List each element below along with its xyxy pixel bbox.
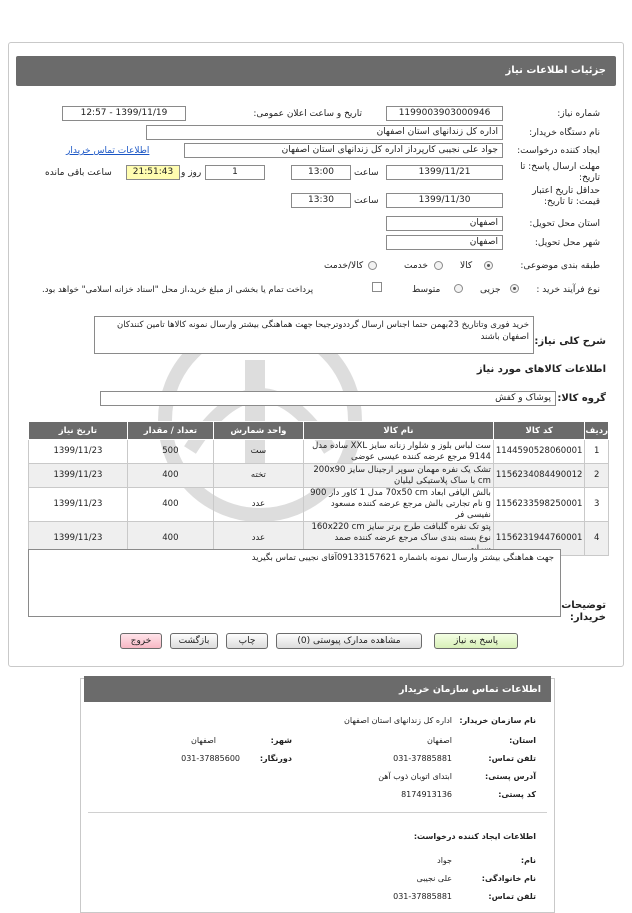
creator-family-value: علی نجیبی (416, 874, 452, 883)
print-button[interactable]: چاپ (226, 633, 268, 649)
cell-unit: ست (213, 440, 303, 464)
cell-qty: 500 (127, 440, 213, 464)
col-qty: تعداد / مقدار (127, 422, 213, 440)
goods-table (28, 421, 609, 556)
price-valid-time-field[interactable]: 13:30 (291, 193, 351, 208)
cell-code: 1156233598250001 (493, 488, 585, 522)
col-name: نام کالا (303, 422, 493, 440)
category-radio-service[interactable] (434, 261, 443, 270)
goods-group-label: گروه کالا: (557, 393, 606, 404)
contact-address-label: آدرس پستی: (485, 772, 536, 781)
summary-label: شرح کلی نیاز: (534, 336, 606, 347)
cell-unit: عدد (213, 522, 303, 556)
need-number-field[interactable]: 1199003903000946 (386, 106, 503, 121)
cell-qty: 400 (127, 464, 213, 488)
category-radio-both[interactable] (368, 261, 377, 270)
price-valid-date-field[interactable]: 1399/11/30 (386, 193, 503, 208)
days-label: روز و (181, 168, 202, 178)
remaining-time-field: 21:51:43 (126, 165, 180, 180)
cell-name: پتو تک نفره گلبافت طرح برتر سایز 160x220 cm نوع بسته بندی ساک مرجع عرضه کننده صمد (303, 522, 493, 556)
cell-date: 1399/11/23 (29, 464, 128, 488)
buyer-contact-link[interactable]: اطلاعات تماس خریدار (66, 146, 150, 156)
creator-section-title: اطلاعات ایجاد کننده درخواست: (413, 832, 536, 841)
col-code: کد کالا (493, 422, 585, 440)
contact-postal-label: کد پستی: (498, 790, 536, 799)
cell-unit: تخته (213, 464, 303, 488)
goods-group-field[interactable]: پوشاک و کفش (100, 391, 556, 406)
buyer-notes-label: توضیحات خریدار: (561, 600, 606, 623)
category-radio-goods[interactable] (484, 261, 493, 270)
col-unit: واحد شمارش (213, 422, 303, 440)
contact-org-label: نام سازمان خریدار: (459, 716, 536, 725)
remaining-label: ساعت باقی مانده (45, 168, 112, 178)
days-field[interactable]: 1 (205, 165, 265, 180)
attachments-button[interactable]: مشاهده مدارک پیوستی (0) (276, 633, 422, 649)
contact-phone-label: تلفن تماس: (488, 754, 536, 763)
purchase-radio-minor[interactable] (510, 284, 519, 293)
announce-label: تاریخ و ساعت اعلان عمومی: (253, 109, 362, 119)
price-valid-label: حداقل تاریخ اعتبار قیمت: تا تاریخ: (532, 186, 600, 207)
goods-table-header (29, 422, 609, 440)
category-service-label: خدمت (404, 261, 428, 271)
cell-qty: 400 (127, 488, 213, 522)
buyer-org-field[interactable]: اداره کل زندانهای استان اصفهان (146, 125, 503, 140)
page-header: جزئیات اطلاعات نیاز (16, 56, 616, 86)
contact-postal-value: 8174913136 (401, 790, 452, 799)
cell-index: 3 (585, 488, 609, 522)
deadline-date-field[interactable]: 1399/11/21 (386, 165, 503, 180)
province-label: استان محل تحویل: (529, 219, 600, 229)
goods-section-title: اطلاعات کالاهای مورد نیاز (476, 364, 606, 375)
cell-index: 2 (585, 464, 609, 488)
purchase-minor-label: جزیی (480, 285, 501, 295)
price-valid-time-label: ساعت (354, 196, 379, 206)
contact-province-value: اصفهان (426, 736, 452, 745)
creator-phone-value: 031-37885881 (393, 892, 452, 901)
creator-phone-label: تلفن تماس: (488, 892, 536, 901)
buyer-org-label: نام دستگاه خریدار: (529, 128, 600, 138)
payment-note: پرداخت تمام یا بخشی از مبلغ خرید،از محل "اسناد خزانه اسلامی" خواهد بود. (42, 285, 314, 295)
exit-button[interactable]: خروج (120, 633, 162, 649)
back-button[interactable]: بازگشت (170, 633, 218, 649)
cell-index: 4 (585, 522, 609, 556)
contact-province-label: استان: (509, 736, 536, 745)
deadline-time-label: ساعت (354, 168, 379, 178)
cell-name: بالش الیافی ابعاد 70x50 cm مدل 1 کاور دار 900 g نام تجارتی بالش مرجع عرضه کننده مسعود نفیسی فر (303, 488, 493, 522)
table-row[interactable] (29, 464, 609, 488)
creator-field[interactable]: جواد علی نجیبی کارپرداز اداره کل زندانهای استان اصفهان (184, 143, 503, 158)
cell-qty: 400 (127, 522, 213, 556)
cell-date: 1399/11/23 (29, 522, 128, 556)
category-both-label: کالا/خدمت (324, 261, 364, 271)
contact-city-value: اصفهان (190, 736, 216, 745)
cell-code: 1156234084490012 (493, 464, 585, 488)
summary-textarea[interactable]: خرید فوری وتاتاریخ 23بهمن حتما اجناس ارسال گرددوترجیحا جهت هماهنگی بیشتر وارسال نمونه کالاها تامین کنندکان اصفهان باشند (94, 316, 534, 354)
cell-date: 1399/11/23 (29, 488, 128, 522)
city-label: شهر محل تحویل: (534, 238, 600, 248)
col-index: ردیف (585, 422, 609, 440)
treasury-checkbox[interactable] (372, 282, 382, 292)
buyer-notes-box[interactable]: جهت هماهنگی بیشتر وارسال نمونه باشماره 09133157621آقای نجیبی تماس بگیرید (28, 549, 561, 617)
creator-label: ایجاد کننده درخواست: (517, 146, 600, 156)
table-row[interactable] (29, 488, 609, 522)
contact-phone-value: 031-37885881 (393, 754, 452, 763)
contact-org-value: اداره کل زندانهای استان اصفهان (344, 716, 452, 725)
cell-code: 1144590528060001 (493, 440, 585, 464)
cell-index: 1 (585, 440, 609, 464)
contact-city-label: شهر: (270, 736, 292, 745)
contact-address-value: ابتدای اتوبان ذوب آهن (378, 772, 452, 781)
cell-unit: عدد (213, 488, 303, 522)
deadline-label: مهلت ارسال پاسخ: تا تاریخ: (520, 162, 600, 183)
purchase-type-label: نوع فرآیند خرید : (536, 285, 600, 295)
contact-divider (88, 812, 547, 813)
table-row[interactable] (29, 440, 609, 464)
reply-button[interactable]: پاسخ به نیاز (434, 633, 518, 649)
creator-family-label: نام خانوادگی: (481, 874, 536, 883)
contact-fax-value: 031-37885600 (181, 754, 240, 763)
col-date: تاریخ نیاز (29, 422, 128, 440)
cell-code: 1156231944760001 (493, 522, 585, 556)
announce-field[interactable]: 1399/11/19 - 12:57 (62, 106, 186, 121)
cell-name: تشک یک نفره مهمان سوپر ارجینال سایز 200x90 cm با ساک پلاستیکی لیلیان (303, 464, 493, 488)
category-label: طبقه بندی موضوعی: (520, 261, 600, 271)
cell-date: 1399/11/23 (29, 440, 128, 464)
contact-fax-label: دورنگار: (259, 754, 292, 763)
creator-name-label: نام: (520, 856, 536, 865)
cell-name: ست لباس بلوز و شلوار زنانه سایز XXL ساده مدل 9144 مرجع عرضه کننده عیسی عوضی (303, 440, 493, 464)
city-field[interactable]: اصفهان (386, 235, 503, 250)
purchase-radio-medium[interactable] (454, 284, 463, 293)
creator-name-value: جواد (437, 856, 452, 865)
category-goods-label: کالا (460, 261, 473, 271)
contact-title: اطلاعات تماس سازمان خریدار (84, 676, 551, 702)
purchase-medium-label: متوسط (412, 285, 441, 295)
need-number-label: شماره نیاز: (557, 109, 600, 119)
province-field[interactable]: اصفهان (386, 216, 503, 231)
deadline-time-field[interactable]: 13:00 (291, 165, 351, 180)
